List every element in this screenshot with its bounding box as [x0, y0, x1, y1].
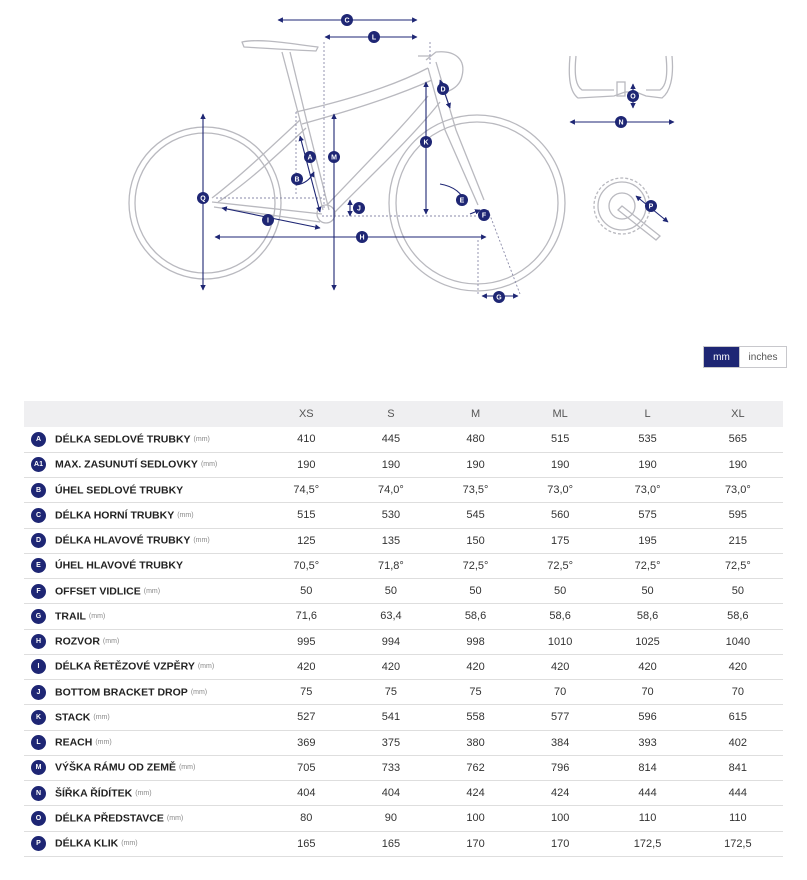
- value-cell: 527: [297, 711, 316, 724]
- value-cell: 380: [466, 736, 485, 749]
- size-header: S: [387, 408, 395, 420]
- value-cell: 541: [381, 711, 401, 724]
- table-row: [24, 528, 783, 553]
- value-cell: 50: [731, 585, 744, 598]
- value-cell: 58,6: [636, 610, 659, 623]
- size-header: L: [644, 408, 651, 420]
- row-label-cell: [24, 427, 264, 452]
- row-label-cell: [24, 629, 264, 654]
- table-row: [24, 452, 783, 477]
- svg-text:K: K: [423, 139, 429, 147]
- svg-text:F: F: [481, 212, 487, 220]
- value-cell: 100: [550, 812, 570, 825]
- table-row: [24, 604, 783, 629]
- value-cell: 190: [466, 458, 485, 471]
- svg-text:G: G: [496, 294, 502, 302]
- value-cell: 195: [638, 534, 657, 547]
- value-cell: 73,0°: [547, 484, 574, 497]
- dimension-badge: E: [31, 558, 46, 573]
- value-cell: 404: [297, 787, 316, 800]
- value-cell: 530: [381, 509, 401, 522]
- value-cell: 172,5: [633, 837, 662, 850]
- header-label-cell: [24, 401, 264, 427]
- svg-text:I: I: [267, 217, 269, 225]
- value-cell: 50: [554, 585, 567, 598]
- unit-label: (mm): [93, 713, 110, 721]
- value-cell: 100: [466, 812, 485, 825]
- dimension-badge: L: [31, 735, 46, 750]
- diagram-badge-n: [615, 116, 627, 128]
- value-cell: 575: [638, 509, 657, 522]
- value-cell: 135: [381, 534, 401, 547]
- value-cell: 73,5°: [462, 484, 489, 497]
- value-cell: 170: [550, 837, 570, 850]
- diagram-badge-g: [493, 291, 505, 303]
- value-cell: 1040: [725, 635, 751, 648]
- diagram-badge-q: [197, 192, 209, 204]
- diagram-badge-j: [353, 202, 365, 214]
- unit-label: (mm): [197, 663, 215, 671]
- diagram-badge-p: [645, 200, 657, 212]
- value-cell: 190: [728, 458, 748, 471]
- dimension-badge: F: [31, 584, 46, 599]
- diagram-badge-d: [437, 83, 449, 95]
- dimension-name: BOTTOM BRACKET DROP: [55, 686, 188, 699]
- mm-toggle-button[interactable]: mm: [704, 347, 739, 367]
- table-row: [24, 831, 783, 856]
- value-cell: 190: [550, 458, 570, 471]
- dimension-name: DÉLKA HLAVOVÉ TRUBKY: [55, 534, 191, 547]
- value-cell: 50: [384, 585, 398, 598]
- value-cell: 558: [466, 711, 485, 724]
- value-cell: 110: [638, 812, 657, 825]
- svg-text:J: J: [357, 205, 361, 213]
- value-cell: 424: [550, 787, 570, 800]
- svg-text:D: D: [440, 86, 446, 94]
- size-header: XL: [731, 408, 745, 420]
- row-label-cell: [24, 503, 264, 528]
- dimension-badge: A: [31, 432, 46, 447]
- row-label-cell: [24, 781, 264, 806]
- value-cell: 733: [381, 761, 401, 774]
- row-label-cell: [24, 604, 264, 629]
- value-cell: 150: [466, 534, 485, 547]
- dimension-name: DÉLKA PŘEDSTAVCE: [55, 812, 164, 825]
- size-header: XS: [298, 408, 314, 420]
- value-cell: 70: [554, 686, 567, 699]
- unit-toggle[interactable]: [703, 346, 787, 368]
- row-label-cell: [24, 452, 264, 477]
- table-row: [24, 478, 783, 503]
- value-cell: 215: [728, 534, 748, 547]
- row-label-cell: [24, 478, 264, 503]
- value-cell: 998: [466, 635, 485, 648]
- value-cell: 165: [297, 837, 316, 850]
- value-cell: 71,8°: [378, 559, 404, 572]
- unit-label: (mm): [88, 612, 106, 620]
- value-cell: 1010: [547, 635, 573, 648]
- dimension-badge: B: [31, 483, 46, 498]
- value-cell: 515: [550, 433, 570, 446]
- diagram-badge-k: [420, 136, 432, 148]
- value-cell: 125: [297, 534, 316, 547]
- svg-text:Q: Q: [200, 195, 206, 203]
- diagram-badge-o: [627, 90, 639, 102]
- svg-text:N: N: [618, 119, 624, 127]
- value-cell: 110: [729, 812, 747, 825]
- value-cell: 596: [638, 711, 657, 724]
- unit-label: (mm): [121, 840, 138, 848]
- value-cell: 190: [638, 458, 657, 471]
- value-cell: 420: [466, 660, 485, 673]
- value-cell: 70: [731, 686, 744, 699]
- geometry-table: [24, 401, 783, 857]
- svg-text:B: B: [294, 176, 300, 184]
- diagram-badge-i: [262, 214, 274, 226]
- value-cell: 515: [297, 509, 316, 522]
- value-cell: 70: [641, 686, 654, 699]
- dimension-name: VÝŠKA RÁMU OD ZEMĚ: [55, 761, 176, 774]
- dimension-name: ÚHEL HLAVOVÉ TRUBKY: [55, 559, 183, 572]
- bike-geometry-diagram: [0, 0, 807, 340]
- value-cell: 72,5°: [462, 559, 489, 572]
- value-cell: 71,6: [295, 610, 318, 623]
- diagram-badge-a: [304, 151, 316, 163]
- value-cell: 50: [300, 585, 313, 598]
- value-cell: 545: [466, 509, 485, 522]
- value-cell: 420: [381, 660, 401, 673]
- svg-text:L: L: [371, 34, 377, 42]
- dimension-name: MAX. ZASUNUTÍ SEDLOVKY: [55, 458, 198, 471]
- dimension-name: DÉLKA SEDLOVÉ TRUBKY: [55, 433, 191, 446]
- dimension-name: STACK: [55, 711, 91, 724]
- value-cell: 175: [550, 534, 570, 547]
- value-cell: 50: [469, 585, 482, 598]
- value-cell: 72,5°: [724, 559, 751, 572]
- table-row: [24, 503, 783, 528]
- table-row: [24, 427, 783, 452]
- svg-text:C: C: [344, 17, 350, 25]
- value-cell: 72,5°: [634, 559, 661, 572]
- table-row: [24, 781, 783, 806]
- table-row: [24, 730, 783, 755]
- table-header-row: [24, 401, 783, 427]
- value-cell: 595: [728, 509, 748, 522]
- row-label-cell: [24, 806, 264, 831]
- table-row: [24, 680, 783, 705]
- dimension-badge: I: [31, 659, 46, 674]
- unit-label: (mm): [193, 435, 210, 443]
- row-label-cell: [24, 579, 264, 604]
- value-cell: 70,5°: [293, 559, 320, 572]
- dimension-name: DÉLKA ŘETĚZOVÉ VZPĚRY: [55, 660, 195, 673]
- table-row: [24, 806, 783, 831]
- row-label-cell: [24, 755, 264, 780]
- value-cell: 172,5: [724, 837, 752, 850]
- value-cell: 444: [638, 787, 657, 800]
- svg-text:E: E: [459, 197, 465, 205]
- row-label-cell: [24, 553, 264, 578]
- value-cell: 480: [466, 433, 485, 446]
- unit-label: (mm): [193, 537, 210, 545]
- row-label-cell: [24, 654, 264, 679]
- value-cell: 190: [381, 458, 401, 471]
- dimension-badge: J: [31, 685, 46, 700]
- value-cell: 80: [300, 812, 313, 825]
- dimension-name: ÚHEL SEDLOVÉ TRUBKY: [55, 484, 184, 497]
- value-cell: 63,4: [380, 610, 402, 623]
- value-cell: 445: [381, 433, 401, 446]
- value-cell: 165: [381, 837, 401, 850]
- value-cell: 90: [384, 812, 398, 825]
- svg-text:A: A: [307, 154, 313, 162]
- size-header: ML: [552, 408, 568, 420]
- table-row: [24, 755, 783, 780]
- value-cell: 75: [469, 686, 482, 699]
- dimension-badge: G: [31, 609, 46, 624]
- svg-text:M: M: [331, 154, 337, 162]
- diagram-badge-m: [328, 151, 340, 163]
- diagram-badge-f: [478, 209, 490, 221]
- value-cell: 535: [638, 433, 657, 446]
- value-cell: 74,0°: [378, 484, 404, 497]
- value-cell: 190: [297, 458, 316, 471]
- value-cell: 1025: [635, 635, 660, 648]
- value-cell: 384: [550, 736, 570, 749]
- dimension-badge: K: [31, 710, 46, 725]
- value-cell: 995: [297, 635, 316, 648]
- value-cell: 75: [300, 686, 313, 699]
- dimension-name: REACH: [55, 736, 93, 749]
- value-cell: 50: [641, 585, 654, 598]
- value-cell: 73,0°: [724, 484, 751, 497]
- value-cell: 762: [466, 761, 485, 774]
- dimension-badge: H: [31, 634, 46, 649]
- unit-label: (mm): [166, 814, 184, 822]
- diagram-badge-h: [356, 231, 368, 243]
- value-cell: 75: [384, 686, 398, 699]
- table-row: [24, 654, 783, 679]
- unit-label: (mm): [190, 688, 208, 696]
- value-cell: 74,5°: [293, 484, 320, 497]
- value-cell: 424: [466, 787, 485, 800]
- value-cell: 375: [381, 736, 401, 749]
- value-cell: 410: [297, 433, 316, 446]
- value-cell: 58,6: [727, 610, 749, 623]
- value-cell: 72,5°: [547, 559, 574, 572]
- row-label-cell: [24, 528, 264, 553]
- value-cell: 393: [638, 736, 657, 749]
- table-row: [24, 579, 783, 604]
- diagram-badge-l: [368, 31, 380, 43]
- value-cell: 841: [728, 761, 748, 774]
- table-row: [24, 629, 783, 654]
- value-cell: 170: [466, 837, 485, 850]
- dimension-name: DÉLKA HORNÍ TRUBKY: [55, 509, 175, 522]
- unit-label: (mm): [95, 739, 112, 747]
- value-cell: 565: [728, 433, 748, 446]
- value-cell: 420: [728, 660, 748, 673]
- value-cell: 444: [728, 787, 748, 800]
- value-cell: 420: [297, 660, 316, 673]
- unit-label: (mm): [200, 461, 218, 469]
- table-row: [24, 553, 783, 578]
- dimension-name: ROZVOR: [55, 635, 100, 648]
- dimension-badge: N: [31, 786, 46, 801]
- size-header: M: [470, 408, 481, 420]
- dimension-name: ŠÍŘKA ŘÍDÍTEK: [55, 787, 133, 800]
- value-cell: 402: [728, 736, 748, 749]
- value-cell: 705: [297, 761, 316, 774]
- row-label-cell: [24, 705, 264, 730]
- dimension-badge: D: [31, 533, 46, 548]
- value-cell: 420: [638, 660, 657, 673]
- svg-text:P: P: [648, 203, 654, 211]
- value-cell: 814: [638, 761, 657, 774]
- row-label-cell: [24, 730, 264, 755]
- dimension-badge: O: [31, 811, 46, 826]
- value-cell: 369: [297, 736, 316, 749]
- handlebar-detail: [569, 56, 672, 98]
- value-cell: 58,6: [464, 610, 487, 623]
- diagram-badge-e: [456, 194, 468, 206]
- dimension-name: TRAIL: [55, 610, 86, 623]
- value-cell: 615: [728, 711, 748, 724]
- dimension-name: OFFSET VIDLICE: [55, 585, 141, 598]
- unit-label: (mm): [178, 764, 196, 772]
- diagram-badge-b: [291, 173, 303, 185]
- svg-text:O: O: [630, 93, 636, 101]
- dimension-name: DÉLKA KLIK: [55, 837, 119, 850]
- value-cell: 994: [381, 635, 401, 648]
- unit-label: (mm): [177, 511, 194, 519]
- unit-label: (mm): [143, 587, 161, 595]
- value-cell: 560: [550, 509, 570, 522]
- bike-frame: [212, 41, 484, 223]
- value-cell: 58,6: [549, 610, 571, 623]
- dimension-badge: C: [31, 508, 46, 523]
- value-cell: 73,0°: [634, 484, 661, 497]
- table-row: [24, 705, 783, 730]
- value-cell: 796: [550, 761, 570, 774]
- value-cell: 404: [381, 787, 401, 800]
- unit-label: (mm): [135, 789, 152, 797]
- dimension-badge: P: [31, 836, 46, 851]
- diagram-badge-c: [341, 14, 353, 26]
- value-cell: 577: [550, 711, 570, 724]
- svg-text:H: H: [359, 234, 365, 242]
- unit-label: (mm): [102, 638, 120, 646]
- dimension-badge: M: [31, 760, 46, 775]
- inches-toggle-button[interactable]: inches: [739, 347, 786, 367]
- row-label-cell: [24, 831, 264, 856]
- row-label-cell: [24, 680, 264, 705]
- value-cell: 420: [550, 660, 570, 673]
- dimension-badge: A1: [31, 457, 46, 472]
